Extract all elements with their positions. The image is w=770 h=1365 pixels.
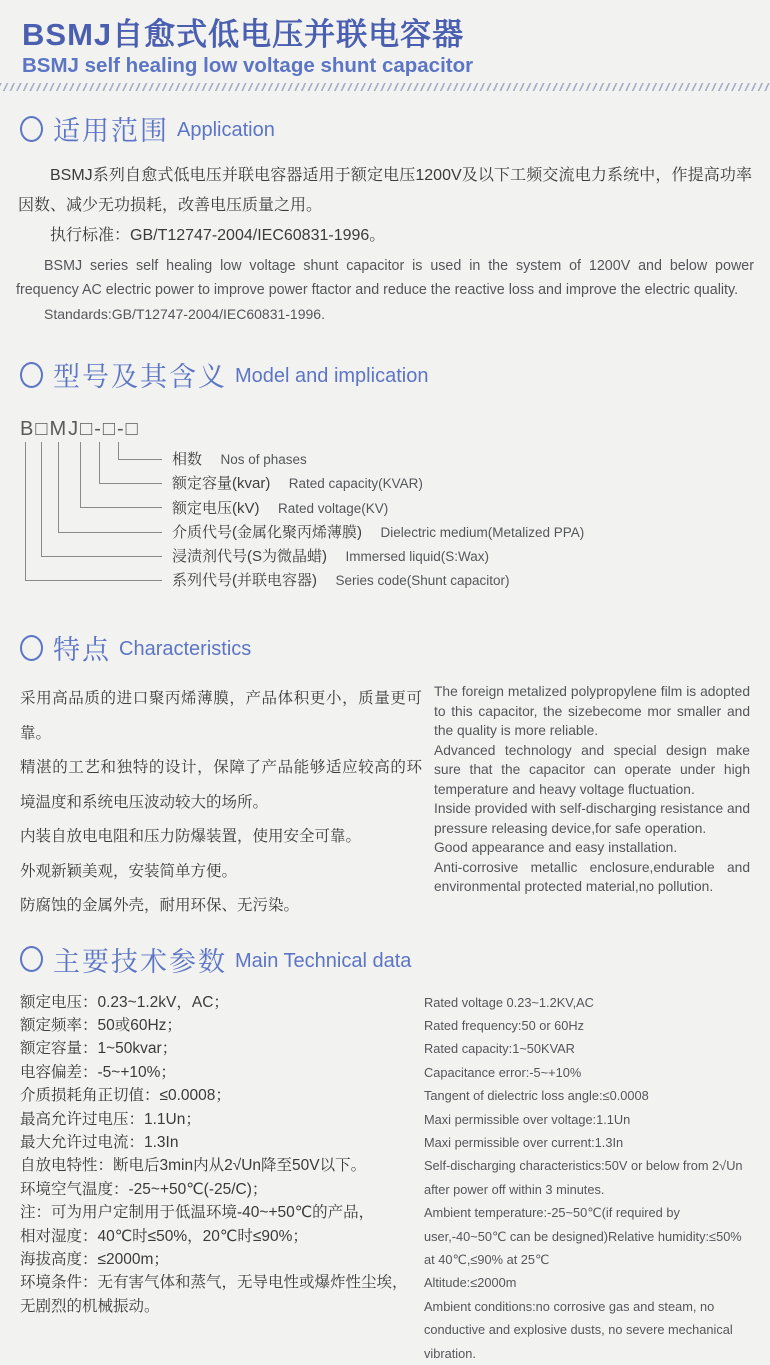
model-label-zh: 额定容量(kvar) (172, 475, 270, 492)
tech-item-en: Maxi permissible over voltage:1.1Un (424, 1108, 750, 1131)
characteristic-en: Good appearance and easy installation. (434, 838, 750, 858)
section-bullet-circle-icon (20, 116, 43, 142)
section-heading-en: Application (177, 119, 275, 142)
section-header-model (20, 355, 750, 394)
application-standard-zh: 执行标准：GB/T12747-2004/IEC60831-1996。 (18, 222, 752, 249)
page-title-zh: BSMJ自愈式低电压并联电容器 (22, 16, 770, 53)
tech-item-zh: 额定电压：0.23~1.2kV，AC； (20, 991, 414, 1014)
section-heading-zh: 型号及其含义 (53, 355, 227, 394)
tech-item-zh: 环境空气温度：-25~+50℃(-25/C)； (20, 1178, 414, 1201)
characteristic-en: Anti-corrosive metallic enclosure,endurable and environmental protected material,no pollution. (434, 858, 750, 897)
model-label-en: Rated voltage(KV) (278, 501, 388, 516)
model-label-row (172, 497, 584, 521)
characteristics-list-zh (20, 682, 422, 924)
model-label-row (172, 569, 584, 593)
tech-item-zh: 最大允许过电流：1.3In (20, 1131, 414, 1154)
section-header-characteristics (20, 628, 750, 667)
section-heading-zh: 特点 (53, 628, 111, 667)
model-label-row (172, 448, 584, 472)
tech-item-zh: 相对湿度：40℃时≤50%，20℃时≤90%； (20, 1225, 414, 1248)
connector-line (25, 442, 162, 581)
model-label-en: Immersed liquid(S:Wax) (345, 549, 489, 564)
characteristics-list-en (434, 682, 750, 924)
tech-item-zh: 额定容量：1~50kvar； (20, 1037, 414, 1060)
model-code-part: □ (103, 418, 117, 440)
application-paragraph-zh: BSMJ系列自愈式低电压并联电容器适用于额定电压1200V及以下工频交流电力系统中，作提高功率因数、减少无功损耗，改善电压质量之用。 (18, 161, 752, 221)
model-label-zh: 额定电压(kV) (172, 500, 260, 517)
characteristics-columns (20, 682, 750, 924)
model-label-zh: 介质代号(金属化聚丙烯薄膜) (172, 524, 362, 541)
characteristic-zh: 精湛的工艺和独特的设计，保障了产品能够适应较高的环境温度和系统电压波动较大的场所。 (20, 751, 422, 820)
model-label-list (172, 448, 584, 594)
section-heading-zh: 主要技术参数 (53, 940, 227, 979)
tech-item-zh: 自放电特性：断电后3min内从2√Un降至50V以下。 (20, 1154, 414, 1177)
tech-item-zh: 最高允许过电压：1.1Un； (20, 1108, 414, 1131)
tech-item-zh: 注：可为用户定制用于低温环境-40~+50℃的产品， (20, 1201, 414, 1224)
characteristic-en: The foreign metalized polypropylene film is adopted to this capacitor, the sizebecome mor smaller and the quality is more reliable. (434, 682, 750, 741)
characteristic-zh: 防腐蚀的金属外壳，耐用环保、无污染。 (20, 889, 422, 924)
tech-item-zh: 海拔高度：≤2000m； (20, 1248, 414, 1271)
tech-item-zh: 电容偏差：-5~+10%； (20, 1061, 414, 1084)
characteristic-en: Inside provided with self-discharging resistance and pressure releasing device,for safe operation. (434, 799, 750, 838)
tech-item-zh: 介质损耗角正切值：≤0.0008； (20, 1084, 414, 1107)
section-header-application (20, 109, 750, 148)
tech-item-en: Ambient conditions:no corrosive gas and steam, no conductive and explosive dusts, no severe mechanical vibration. (424, 1295, 750, 1365)
model-label-zh: 系列代号(并联电容器) (172, 572, 317, 589)
characteristic-zh: 采用高品质的进口聚丙烯薄膜，产品体积更小，质量更可靠。 (20, 682, 422, 751)
tech-item-zh: 环境条件：无有害气体和蒸气，无导电性或爆炸性尘埃，无剧烈的机械振动。 (20, 1271, 414, 1318)
tech-item-en: Rated capacity:1~50KVAR (424, 1037, 750, 1060)
model-code-part: □ (35, 418, 49, 440)
model-code-part: MJ (49, 418, 80, 440)
tech-item-en: Rated frequency:50 or 60Hz (424, 1014, 750, 1037)
section-bullet-circle-icon (20, 362, 43, 388)
model-code-part: B (20, 418, 35, 440)
characteristic-zh: 内装自放电电阻和压力防爆装置，使用安全可靠。 (20, 820, 422, 855)
model-code-diagram (22, 442, 770, 606)
tech-item-en: Capacitance error:-5~+10% (424, 1061, 750, 1084)
model-label-en: Rated capacity(KVAR) (289, 476, 423, 491)
model-label-en: Nos of phases (220, 452, 306, 467)
model-code-part: - (94, 418, 103, 440)
section-bullet-circle-icon (20, 946, 43, 972)
tech-item-en: Altitude:≤2000m (424, 1271, 750, 1294)
hatch-divider (0, 83, 770, 91)
tech-item-en: Self-discharging characteristics:50V or below from 2√Un after power off within 3 minutes. (424, 1154, 750, 1201)
tech-item-en: Rated voltage 0.23~1.2KV,AC (424, 991, 750, 1014)
tech-item-en: Maxi permissible over current:1.3In (424, 1131, 750, 1154)
technical-list-zh (20, 991, 414, 1365)
section-heading-en: Model and implication (235, 365, 428, 388)
model-code-part: - (117, 418, 126, 440)
section-bullet-circle-icon (20, 635, 43, 661)
technical-list-en (424, 991, 750, 1365)
section-heading-en: Main Technical data (235, 950, 411, 973)
model-code-part: □ (80, 418, 94, 440)
section-heading-zh: 适用范围 (53, 109, 169, 148)
tech-item-en: Ambient temperature:-25~50℃(if required by user,-40~50℃ can be designed)Relative humidity:≤50% at 40℃,≤90% at 25℃ (424, 1201, 750, 1271)
section-heading-en: Characteristics (119, 638, 251, 661)
model-label-zh: 浸渍剂代号(S为微晶蜡) (172, 548, 327, 565)
model-code (20, 418, 770, 442)
model-label-en: Dielectric medium(Metalized PPA) (380, 525, 584, 540)
application-standard-en: Standards:GB/T12747-2004/IEC60831-1996. (16, 303, 754, 325)
tech-item-zh: 额定频率：50或60Hz； (20, 1014, 414, 1037)
section-header-technical (20, 940, 750, 979)
model-label-zh: 相数 (172, 451, 202, 468)
tech-item-en: Tangent of dielectric loss angle:≤0.0008 (424, 1084, 750, 1107)
model-label-en: Series code(Shunt capacitor) (335, 573, 509, 588)
page-header (0, 0, 770, 78)
model-label-row (172, 521, 584, 545)
model-code-part: □ (126, 418, 140, 440)
characteristic-zh: 外观新颖美观，安装简单方便。 (20, 855, 422, 890)
page-title-en: BSMJ self healing low voltage shunt capacitor (22, 53, 770, 78)
model-label-row (172, 472, 584, 496)
application-paragraph-en: BSMJ series self healing low voltage shunt capacitor is used in the system of 1200V and below power frequency AC electric power to improve power ftactor and reduce the reactive loss and improve the electric quality. (16, 254, 754, 302)
characteristic-en: Advanced technology and special design make sure that the capacitor can operate under high temperature and heavy voltage fluctuation. (434, 741, 750, 800)
technical-columns (20, 991, 750, 1365)
model-label-row (172, 545, 584, 569)
